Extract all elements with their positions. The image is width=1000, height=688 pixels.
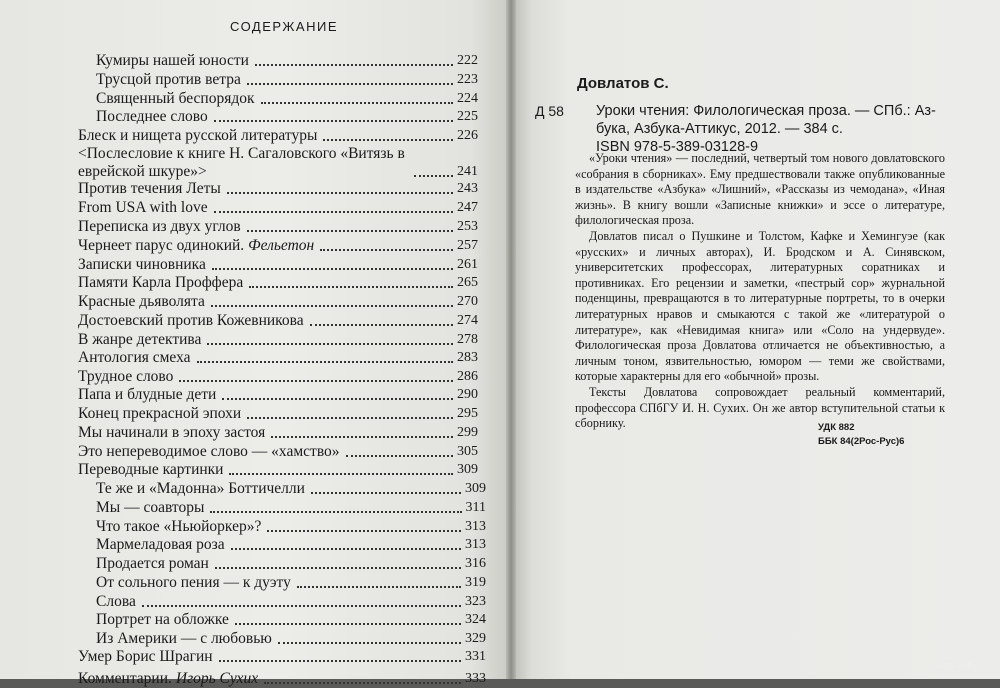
- bibliographic-record: [596, 102, 944, 156]
- toc-leader-dots: [261, 102, 454, 104]
- toc-page-number: 241: [457, 164, 478, 179]
- toc-leader-dots: [311, 492, 461, 494]
- toc-entry-title: Переписка из двух углов: [78, 218, 241, 235]
- toc-entry-title: Продается роман: [96, 555, 209, 572]
- toc-entry: [78, 349, 478, 367]
- toc-entry: [78, 648, 486, 666]
- toc-page-number: 265: [457, 275, 478, 290]
- toc-entry: [78, 405, 478, 423]
- toc-leader-dots: [255, 64, 453, 66]
- isbn: ISBN 978-5-389-03128-9: [596, 139, 759, 155]
- toc-leader-dots: [346, 455, 453, 457]
- toc-entry-title: Кумиры нашей юности: [96, 52, 249, 69]
- toc-entry-title: Против течения Леты: [78, 180, 221, 197]
- toc-entry-title: Чернеет парус одинокий.: [78, 237, 245, 254]
- toc-entry-title: Записки чиновника: [78, 256, 206, 273]
- toc-entry: [96, 71, 478, 89]
- toc-page-number: 224: [457, 91, 478, 106]
- toc-page-number: 309: [457, 462, 478, 477]
- toc-entry: [96, 593, 486, 611]
- toc-entry-title: Мы — соавторы: [96, 499, 205, 516]
- toc-page-number: 329: [465, 631, 486, 646]
- toc-page-number: 299: [457, 425, 478, 440]
- toc-page-number: 274: [457, 313, 478, 328]
- toc-entry-title: Последнее слово: [96, 108, 208, 125]
- toc-entry-title: Священный беспорядок: [96, 90, 255, 107]
- toc-entry: [96, 518, 486, 536]
- toc-page-number: 226: [457, 128, 478, 143]
- toc-entry: [78, 127, 478, 145]
- toc-leader-dots: [249, 286, 453, 288]
- toc-entry: [78, 274, 478, 292]
- toc-page-number: 290: [457, 387, 478, 402]
- toc-entry: [78, 199, 478, 217]
- toc-leader-dots: [323, 139, 453, 141]
- toc-entry: [78, 424, 478, 442]
- toc-entry-title: Папа и блудные дети: [78, 386, 217, 403]
- toc-entry: [78, 386, 478, 404]
- toc-leader-dots: [227, 192, 453, 194]
- toc-entry: [78, 312, 478, 330]
- toc-entry: [78, 331, 478, 349]
- toc-leader-dots: [222, 398, 453, 400]
- toc-page-number: 311: [465, 500, 486, 515]
- toc-page-number: 313: [465, 537, 486, 552]
- annotation-paragraph: Тексты Довлатова сопровождает реальный комментарий, профессора СПбГУ И. Н. Сухих. Он же автор вступительной статьи к сборнику.: [575, 384, 945, 431]
- library-class-code: Д 58: [535, 103, 564, 119]
- toc-leader-dots: [212, 268, 453, 270]
- toc-leader-dots: [207, 343, 453, 345]
- toc-entry-title: В жанре детектива: [78, 331, 202, 348]
- toc-page-number: 270: [457, 294, 478, 309]
- toc-entry: [78, 443, 478, 461]
- toc-entry-title: Памяти Карла Проффера: [78, 274, 244, 291]
- toc-page-number: 243: [457, 181, 478, 196]
- biblio-line: бука, Азбука-Аттикус, 2012. — 384 с.: [596, 121, 843, 137]
- toc-entry-subtitle: Игорь Сухих: [175, 670, 259, 687]
- bbk-code: ББК 84(2Рос-Рус)6: [818, 436, 905, 447]
- toc-entry-title: Из Америки — с любовью: [96, 630, 272, 647]
- toc-page-number: 319: [465, 575, 486, 590]
- toc-leader-dots: [214, 211, 453, 213]
- toc-entry: [96, 574, 486, 592]
- annotation: [575, 151, 945, 432]
- toc-page-number: 223: [457, 72, 478, 87]
- toc-entry: [96, 499, 486, 517]
- toc-entry-title: Мармеладовая роза: [96, 536, 225, 553]
- toc-entry-title: Переводные картинки: [78, 461, 224, 478]
- toc-page-number: 283: [457, 350, 478, 365]
- toc-entry-title: Слова: [96, 593, 136, 610]
- toc-page-number: 324: [465, 612, 486, 627]
- toc-entry-title: Достоевский против Кожевникова: [78, 312, 304, 329]
- toc-entry: [78, 293, 478, 311]
- toc-leader-dots: [271, 436, 453, 438]
- toc-leader-dots: [211, 305, 453, 307]
- toc-entry: [78, 145, 478, 181]
- toc-heading: СОДЕРЖАНИЕ: [230, 19, 339, 34]
- toc-leader-dots: [235, 623, 461, 625]
- toc-leader-dots: [215, 567, 461, 569]
- toc-leader-dots: [247, 230, 453, 232]
- toc-page-number: 257: [457, 238, 478, 253]
- toc-page-number: 261: [457, 257, 478, 272]
- toc-entry: [96, 536, 486, 554]
- toc-entry-title: Это непереводимое слово — «хамство»: [78, 443, 340, 460]
- toc-leader-dots: [264, 682, 461, 684]
- toc-page-number: 225: [457, 109, 478, 124]
- toc-entry: [78, 237, 478, 255]
- toc-entry-title: Конец прекрасной эпохи: [78, 405, 242, 422]
- toc-entry: [96, 630, 486, 648]
- toc-entry: [96, 108, 478, 126]
- toc-entry: [78, 368, 478, 386]
- toc-page-number: 286: [457, 369, 478, 384]
- toc-entry: [78, 180, 478, 198]
- toc-page-number: 331: [465, 649, 486, 664]
- toc-leader-dots: [142, 605, 461, 607]
- toc-leader-dots: [320, 249, 453, 251]
- toc-entry-title: Блеск и нищета русской литературы: [78, 127, 318, 144]
- toc-entry-title: Мы начинали в эпоху застоя: [78, 424, 266, 441]
- toc-page-number: 295: [457, 406, 478, 421]
- toc-leader-dots: [278, 642, 461, 644]
- toc-page-number: 247: [457, 200, 478, 215]
- toc-leader-dots: [310, 324, 453, 326]
- toc-entry-title: <Послесловие к книге Н. Сагаловского «Витязь в еврейской шкуре»>: [78, 145, 405, 180]
- toc-entry: [78, 670, 486, 688]
- toc-entry: [96, 480, 486, 498]
- annotation-paragraph: «Уроки чтения» — последний, четвертый том нового довлатовского «собрания в сборниках». Ему предшествовали также опубликованные в издательстве «Азбука» «Лишний», «Рассказы из чемодана», «Иная жизнь». В книгу вошли «Записные книжки» и эссе о литературе, филологическая проза.: [575, 151, 945, 228]
- toc-page-number: 253: [457, 219, 478, 234]
- toc-entry: [78, 256, 478, 274]
- toc-page-number: 323: [465, 594, 486, 609]
- toc-leader-dots: [210, 511, 461, 513]
- watermark: www.ay.by: [935, 660, 978, 670]
- annotation-paragraph: Довлатов писал о Пушкине и Толстом, Кафке и Хемингуэе (как «русских» и личных авторах), И. Бродском и А. Синявском, университетских профессорах, литературных соратниках и противниках. Его рецензии и заметки, «пестрый сор» журнальной поденщины, превращаются в то литературные портреты, то в очерки литературных нравов и смыкаются с такой же «литературой о литературе», как «Невидимая книга» или «Соло на ундервуде». Филологическая проза Довлатова отличается не объективностью, а личным тоном, язвительностью, юмором — теми же свойствами, которые характерны для его «обычной» прозы.: [575, 228, 945, 384]
- toc-leader-dots: [179, 380, 453, 382]
- toc-page-number: 316: [465, 556, 486, 571]
- toc-page-number: 278: [457, 332, 478, 347]
- toc-page-number: 222: [457, 53, 478, 68]
- toc-page-number: 309: [465, 481, 486, 496]
- toc-leader-dots: [229, 473, 453, 475]
- udk-code: УДК 882: [818, 422, 855, 433]
- toc-leader-dots: [214, 120, 453, 122]
- toc-entry-title: From USA with love: [78, 199, 208, 216]
- toc-entry-title: Красные дьяволята: [78, 293, 205, 310]
- toc-page-number: 305: [457, 444, 478, 459]
- toc-entry: [78, 461, 478, 479]
- toc-entry: [96, 611, 486, 629]
- toc-leader-dots: [219, 660, 461, 662]
- toc-entry-title: От сольного пения — к дуэту: [96, 574, 291, 591]
- toc-entry: [96, 555, 486, 573]
- toc-entry: [96, 90, 478, 108]
- toc-leader-dots: [267, 530, 461, 532]
- toc-leader-dots: [197, 361, 453, 363]
- toc-page-number: 333: [465, 671, 486, 686]
- toc-entry-title: Трудное слово: [78, 368, 174, 385]
- toc-entry-title: Умер Борис Шрагин: [78, 648, 213, 665]
- toc-entry-title: Портрет на обложке: [96, 611, 229, 628]
- toc-page-number: 313: [465, 519, 486, 534]
- toc-leader-dots: [247, 83, 453, 85]
- toc-entry-title: Те же и «Мадонна» Боттичелли: [96, 480, 305, 497]
- toc-leader-dots: [231, 548, 461, 550]
- toc-entry-subtitle: Фельетон: [248, 237, 315, 254]
- toc-entry-title: Трусцой против ветра: [96, 71, 241, 88]
- toc-leader-dots: [414, 175, 453, 177]
- toc-leader-dots: [297, 586, 461, 588]
- toc-entry-title: Комментарии.: [78, 670, 172, 687]
- toc-entry-title: Что такое «Ньюйоркер»?: [96, 518, 262, 535]
- toc-leader-dots: [247, 417, 453, 419]
- author-name: Довлатов С.: [577, 75, 669, 92]
- toc-entry-title: Антология смеха: [78, 349, 191, 366]
- toc-entry: [96, 52, 478, 70]
- biblio-line: Уроки чтения: Филологическая проза. — СПб.: Аз-: [596, 103, 936, 119]
- toc-entry: [78, 218, 478, 236]
